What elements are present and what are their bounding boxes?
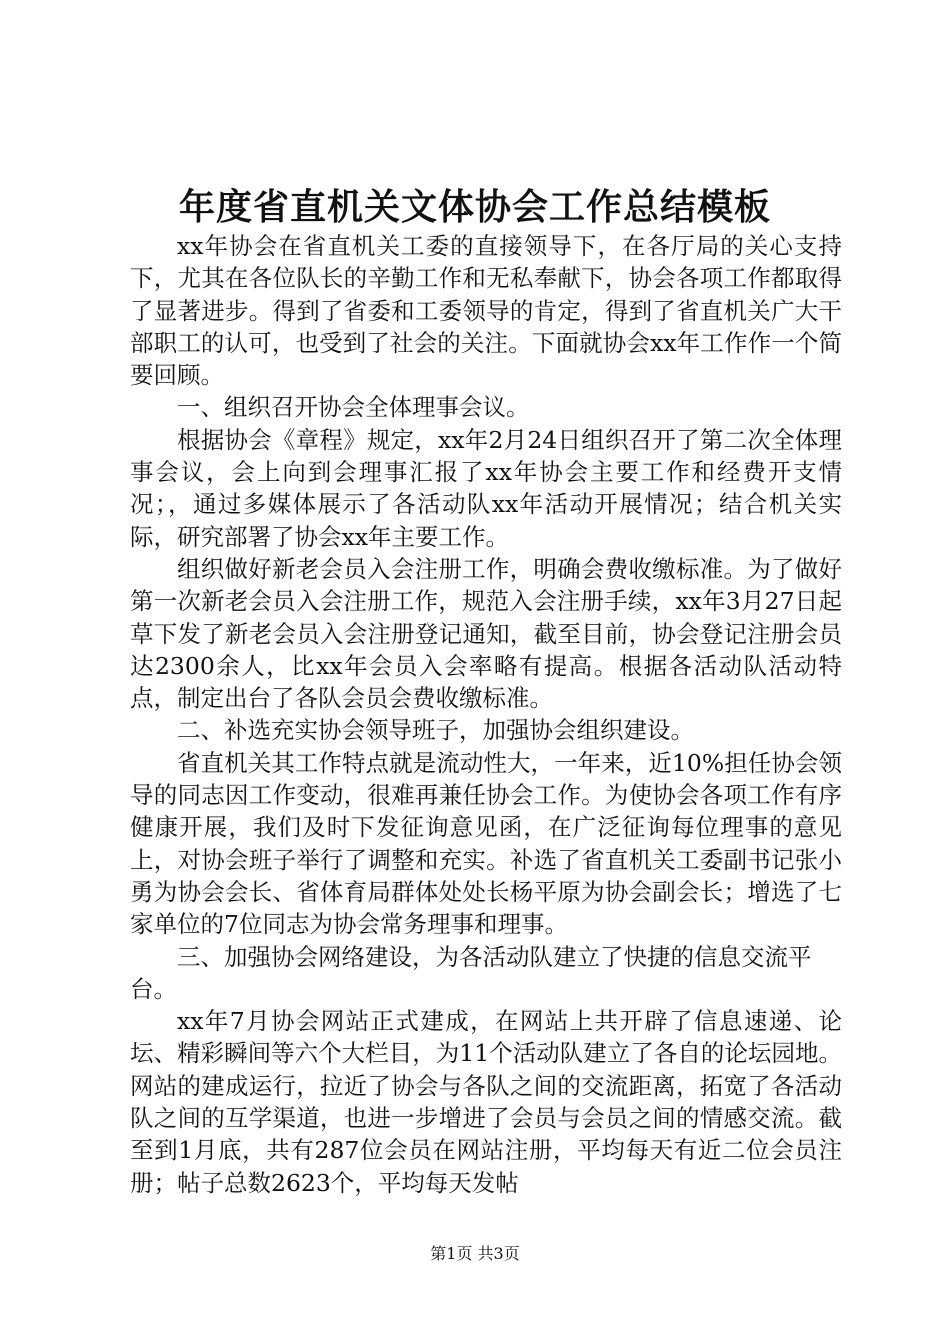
document-title: 年度省直机关文体协会工作总结模板 — [178, 186, 771, 228]
page-footer: 第1页 共3页 — [430, 1244, 520, 1263]
paragraph-intro: xx年协会在省直机关工委的直接领导下，在各厅局的关心支持下，尤其在各位队长的辛勤工作和无私奉献下，协会各项工作都取得了显著进步。得到了省委和工委领导的肯定，得到了省直机关广大干部职工的认可，也受到了社会的关注。下面就协会xx年工作作一个简要回顾。 — [130, 232, 842, 390]
section-heading-1: 一、组织召开协会全体理事会议。 — [177, 393, 530, 422]
document-body — [130, 230, 842, 1199]
paragraph-member-registration: 组织做好新老会员入会注册工作，明确会费收缴标准。为了做好第一次新老会员入会注册工作，规范入会注册手续，xx年3月27日起草下发了新老会员入会注册登记通知，截至目前，协会登记注册会员达2300余人，比xx年会员入会率略有提高。根据各活动队活动特点，制定出台了各队会员会费收缴标准。 — [130, 554, 842, 713]
paragraph-leadership: 省直机关其工作特点就是流动性大，一年来，近10%担任协会领导的同志因工作变动，很难再兼任协会工作。为使协会各项工作有序健康开展，我们及时下发征询意见函，在广泛征询每位理事的意见上，对协会班子举行了调整和充实。补选了省直机关工委副书记张小勇为协会会长、省体育局群体处处长杨平原为协会副会长；增选了七家单位的7位同志为协会常务理事和理事。 — [130, 748, 842, 939]
paragraph-council-meeting: 根据协会《章程》规定，xx年2月24日组织召开了第二次全体理事会议，会上向到会理事汇报了xx年协会主要工作和经费开支情况；，通过多媒体展示了各活动队xx年活动开展情况；结合机关实际，研究部署了协会xx年主要工作。 — [130, 425, 842, 551]
section-heading-3: 三、加强协会网络建设，为各活动队建立了快捷的信息交流平台。 — [130, 942, 812, 1003]
paragraph-website: xx年7月协会网站正式建成，在网站上共开辟了信息速递、论坛、精彩瞬间等六个大栏目，为11个活动队建立了各自的论坛园地。网站的建成运行，拉近了协会与各队之间的交流距离，拓宽了各活动队之间的互学渠道，也进一步增进了会员与会员之间的情感交流。截至到1月底，共有287位会员在网站注册，平均每天有近二位会员注册；帖子总数2623个，平均每天发帖 — [130, 1007, 842, 1197]
section-heading-2: 二、补选充实协会领导班子，加强协会组织建设。 — [177, 716, 694, 745]
